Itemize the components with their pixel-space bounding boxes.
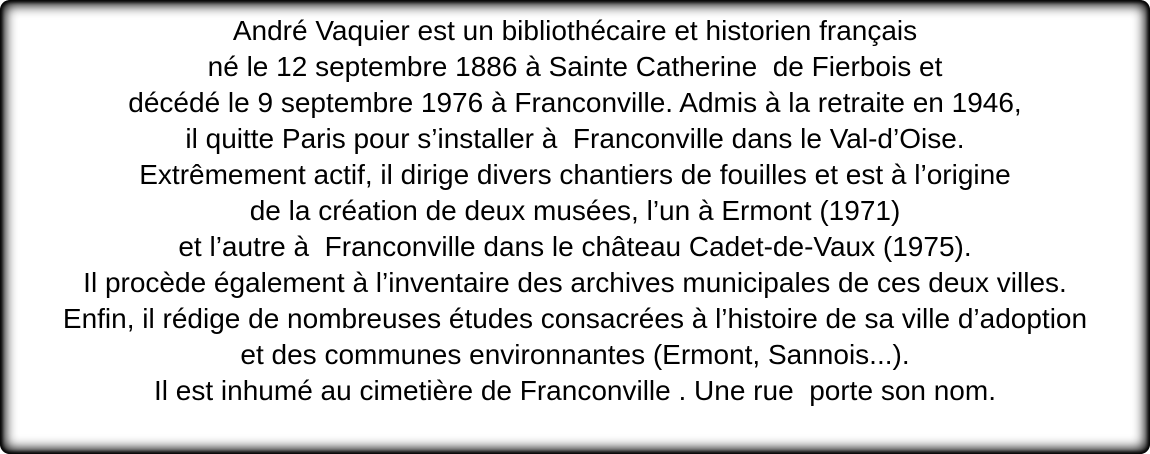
- text-line-4: il quitte Paris pour s’installer à Franconville dans le Val-d’Oise.: [185, 123, 965, 154]
- text-line-11: Il est inhumé au cimetière de Franconville . Une rue porte son nom.: [154, 375, 996, 406]
- text-line-1: André Vaquier est un bibliothécaire et historien français: [232, 15, 918, 46]
- biography-text: [0, 13, 1150, 409]
- text-line-2: né le 12 septembre 1886 à Sainte Catherine de Fierbois et: [207, 51, 943, 82]
- text-line-3: décédé le 9 septembre 1976 à Franconville. Admis à la retraite en 1946,: [128, 87, 1022, 118]
- text-line-10: et des communes environnantes (Ermont, Sannois...).: [240, 339, 910, 370]
- text-line-7: et l’autre à Franconville dans le château Cadet-de-Vaux (1975).: [178, 231, 972, 262]
- text-line-9: Enfin, il rédige de nombreuses études consacrées à l’histoire de sa ville d’adoption: [62, 303, 1088, 334]
- text-line-8: Il procède également à l’inventaire des archives municipales de ces deux villes.: [83, 267, 1067, 298]
- text-line-5: Extrêmement actif, il dirige divers chantiers de fouilles et est à l’origine: [139, 159, 1011, 190]
- text-line-6: de la création de deux musées, l’un à Ermont (1971): [249, 195, 901, 226]
